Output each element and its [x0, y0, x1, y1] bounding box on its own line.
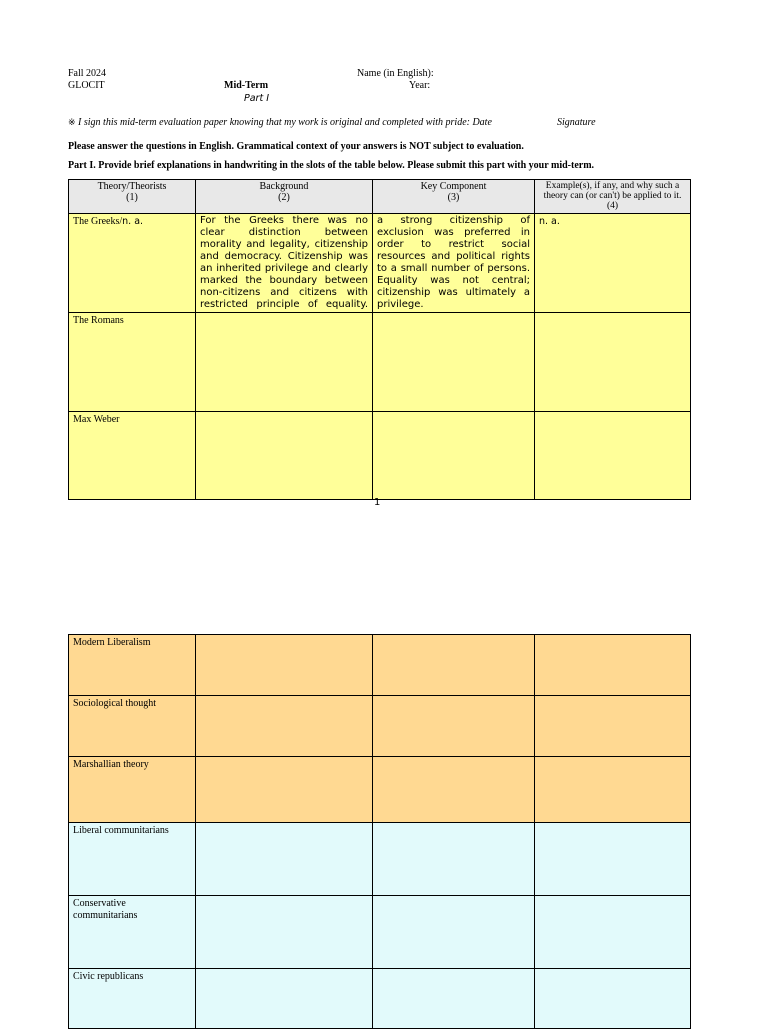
theory-cell: Civic republicans — [69, 969, 196, 1029]
pledge-text: I sign this mid-term evaluation paper knowing that my work is original and completed with pride: Date — [78, 117, 492, 128]
background-answer-cell[interactable] — [196, 757, 373, 823]
year-field-label[interactable]: Year: — [409, 80, 431, 91]
background-answer-cell[interactable] — [196, 896, 373, 969]
key-component-answer-cell[interactable] — [373, 823, 535, 896]
table-row — [69, 313, 691, 412]
exam-title: Mid-Term — [224, 80, 269, 91]
table-row — [69, 696, 691, 757]
background-answer-cell[interactable] — [196, 412, 373, 500]
theory-cell: Modern Liberalism — [69, 635, 196, 696]
page-number: 1 — [374, 497, 381, 508]
example-answer-cell[interactable] — [535, 823, 691, 896]
answer-table-part1-continued — [68, 634, 691, 1029]
key-component-answer-cell[interactable] — [373, 635, 535, 696]
key-component-answer-cell[interactable]: a strong citizenship of exclusion was preferred in order to restrict social resources and political rights to a small number of persons. Equality was not central; citizenship was ultimately a privilege. — [373, 214, 535, 313]
theory-cell: Max Weber — [69, 412, 196, 500]
theory-cell: The Romans — [69, 313, 196, 412]
theory-cell: Marshallian theory — [69, 757, 196, 823]
instructions-line-1: Please answer the questions in English. Grammatical context of your answers is NOT subject to evaluation. — [68, 141, 524, 152]
theory-cell: Liberal communitarians — [69, 823, 196, 896]
background-answer-cell[interactable] — [196, 969, 373, 1029]
background-answer-cell[interactable] — [196, 313, 373, 412]
signature-label[interactable]: Signature — [557, 117, 596, 128]
table-row — [69, 412, 691, 500]
table-row — [69, 896, 691, 969]
col-header-key-component: Key Component (3) — [373, 180, 535, 214]
table-row — [69, 214, 691, 313]
table-row — [69, 823, 691, 896]
table-header-row — [69, 180, 691, 214]
background-answer-cell[interactable] — [196, 635, 373, 696]
background-answer-cell[interactable] — [196, 696, 373, 757]
course-label: GLOCIT — [68, 80, 105, 91]
pledge-line — [68, 117, 492, 129]
key-component-answer-cell[interactable] — [373, 412, 535, 500]
example-answer-cell[interactable] — [535, 896, 691, 969]
key-component-answer-cell[interactable] — [373, 896, 535, 969]
part-label: Part I — [244, 93, 270, 104]
example-answer-cell[interactable] — [535, 757, 691, 823]
table-row — [69, 635, 691, 696]
theory-cell: Sociological thought — [69, 696, 196, 757]
table-row — [69, 969, 691, 1029]
col-header-example: Example(s), if any, and why such a theory can (or can't) be applied to it. (4) — [535, 180, 691, 214]
semester-label: Fall 2024 — [68, 68, 107, 79]
col-header-theory: Theory/Theorists (1) — [69, 180, 196, 214]
key-component-answer-cell[interactable] — [373, 696, 535, 757]
instructions-line-2: Part I. Provide brief explanations in handwriting in the slots of the table below. Please submit this part with your mid-term. — [68, 160, 595, 171]
example-answer-cell[interactable] — [535, 969, 691, 1029]
reference-mark-icon: ※ — [68, 118, 76, 128]
example-answer-cell[interactable] — [535, 635, 691, 696]
theory-cell: Conservative communitarians — [69, 896, 196, 969]
key-component-answer-cell[interactable] — [373, 313, 535, 412]
example-answer-cell[interactable] — [535, 313, 691, 412]
col-header-background: Background (2) — [196, 180, 373, 214]
example-answer-cell[interactable]: n. a. — [535, 214, 691, 313]
key-component-answer-cell[interactable] — [373, 757, 535, 823]
example-answer-cell[interactable] — [535, 696, 691, 757]
name-field-label[interactable]: Name (in English): — [357, 68, 434, 79]
background-answer-cell[interactable]: For the Greeks there was no clear distinction between morality and legality, citizenship and democracy. Citizenship was an inherited privilege and clearly marked the boundary between non-citizens and citizens with restricted principle of equality. — [196, 214, 373, 313]
answer-table-part1 — [68, 179, 691, 500]
key-component-answer-cell[interactable] — [373, 969, 535, 1029]
example-answer-cell[interactable] — [535, 412, 691, 500]
table-row — [69, 757, 691, 823]
theory-cell: The Greeks/n. a. — [69, 214, 196, 313]
background-answer-cell[interactable] — [196, 823, 373, 896]
